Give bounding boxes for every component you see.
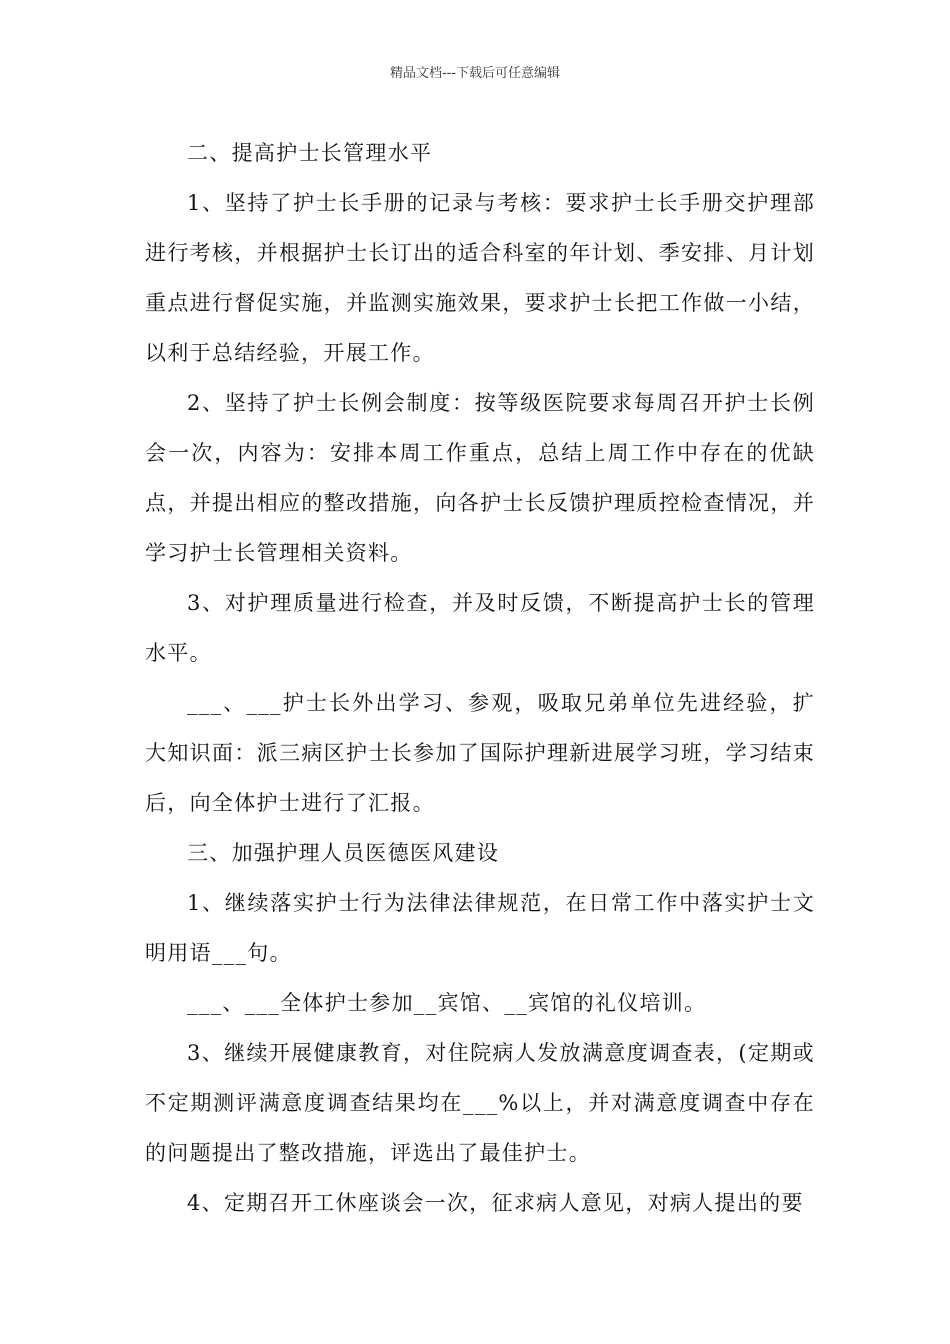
paragraph-item-7: 3、继续开展健康教育，对住院病人发放满意度调查表，(定期或不定期测评满意度调查结果均在___%以上，并对满意度调查中存在的问题提出了整改措施，评选出了最佳护士。 xyxy=(145,1041,815,1165)
paragraph-item-1: 1、坚持了护士长手册的记录与考核：要求护士长手册交护理部进行考核，并根据护士长订出的适合科室的年计划、季安排、月计划重点进行督促实施，并监测实施效果，要求护士长把工作做一小结，以利于总结经验，开展工作。 xyxy=(145,191,815,365)
paragraph-item-2: 2、坚持了护士长例会制度：按等级医院要求每周召开护士长例会一次，内容为：安排本周工作重点，总结上周工作中存在的优缺点，并提出相应的整改措施，向各护士长反馈护理质控检查情况，并学习护士长管理相关资料。 xyxy=(145,391,815,565)
paragraph-item-8: 4、定期召开工休座谈会一次，征求病人意见，对病人提出的要 xyxy=(187,1191,804,1215)
paragraph-item-5: 1、继续落实护士行为法律法律规范，在日常工作中落实护士文明用语___句。 xyxy=(145,891,815,965)
paragraph-item-3: 3、对护理质量进行检查，并及时反馈，不断提高护士长的管理水平。 xyxy=(145,591,815,665)
section-heading-3: 三、加强护理人员医德医风建设 xyxy=(187,841,500,865)
section-heading-2: 二、提高护士长管理水平 xyxy=(187,141,433,165)
page-header: 精品文档---下载后可任意编辑 xyxy=(389,66,561,81)
document-body xyxy=(145,128,815,1228)
paragraph-item-4: ___、___护士长外出学习、参观，吸取兄弟单位先进经验，扩大知识面：派三病区护士长参加了国际护理新进展学习班，学习结束后，向全体护士进行了汇报。 xyxy=(145,691,815,815)
paragraph-item-6: ___、___全体护士参加__宾馆、__宾馆的礼仪培训。 xyxy=(187,991,707,1015)
